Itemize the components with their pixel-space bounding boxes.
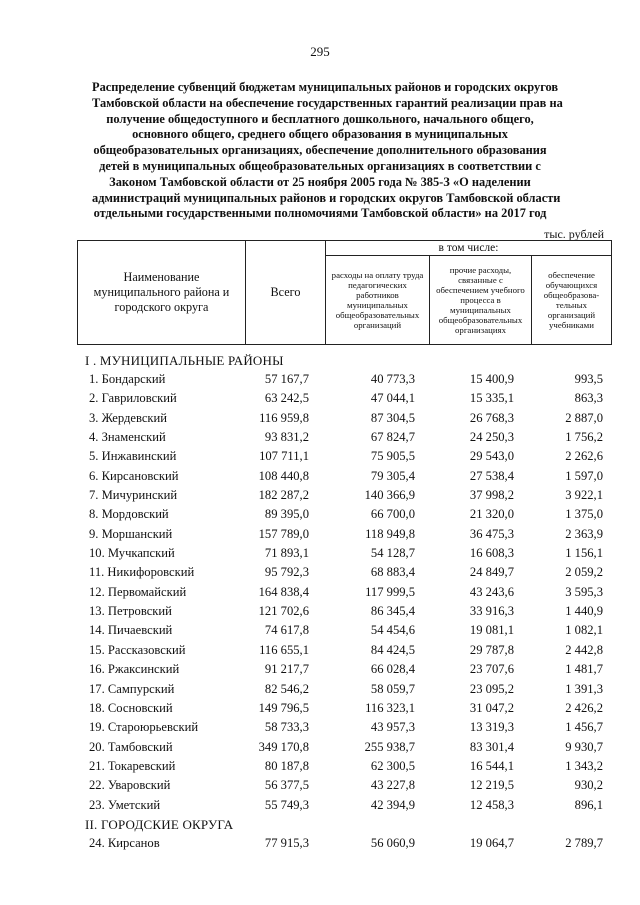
section-heading: I . МУНИЦИПАЛЬНЫЕ РАЙОНЫ (85, 353, 284, 368)
cell-total: 82 546,2 (264, 681, 309, 696)
header-name: Наименование муниципального района и городского округа (78, 241, 246, 345)
cell-col-c: 1 375,0 (565, 507, 603, 522)
cell-total: 108 440,8 (258, 468, 309, 483)
cell-name: 2. Гавриловский (89, 391, 177, 406)
cell-name: 16. Ржаксинский (89, 662, 180, 677)
title-line: Тамбовской области на обеспечение государственных гарантий реализации прав на (92, 95, 563, 110)
cell-col-c: 1 456,7 (565, 720, 603, 735)
page-number: 295 (310, 44, 330, 59)
cell-col-b: 19 081,1 (469, 623, 514, 638)
cell-total: 164 838,4 (258, 584, 309, 599)
cell-total: 95 792,3 (264, 565, 309, 580)
header-total: Всего (246, 241, 326, 345)
table-row (77, 467, 611, 486)
cell-total: 157 789,0 (258, 526, 309, 541)
cell-name: 1. Бондарский (89, 372, 166, 386)
table-row (77, 602, 611, 621)
cell-col-c: 2 262,6 (565, 449, 603, 464)
cell-col-a: 79 305,4 (370, 468, 415, 483)
title-line: общеобразовательных организациях, обеспечение дополнительного образования (93, 143, 547, 158)
cell-name: 4. Знаменский (89, 430, 166, 445)
header-col-b: прочие расходы, связанные с обеспечением учебного процесса в муниципальных общеобразовательных организациях (430, 256, 532, 345)
cell-name: 23. Уметский (89, 797, 161, 812)
header-including: в том числе: (326, 241, 612, 256)
cell-col-b: 16 544,1 (469, 758, 514, 773)
section-heading: II. ГОРОДСКИЕ ОКРУГА (85, 816, 234, 832)
cell-col-b: 15 400,9 (469, 372, 514, 386)
table-row (77, 544, 611, 563)
cell-col-b: 12 458,3 (469, 797, 514, 812)
table-row (77, 776, 611, 795)
cell-col-c: 993,5 (574, 372, 603, 386)
table-row (77, 738, 611, 757)
cell-total: 71 893,1 (264, 546, 309, 561)
cell-total: 58 733,3 (264, 720, 309, 735)
cell-col-c: 2 887,0 (565, 410, 603, 425)
cell-total: 116 959,8 (259, 410, 309, 425)
table-row (77, 660, 611, 679)
table-row (77, 428, 611, 447)
document-title (92, 80, 563, 222)
table-row (77, 621, 611, 640)
table-row (77, 447, 611, 466)
cell-col-c: 896,1 (574, 797, 603, 812)
cell-total: 93 831,2 (264, 430, 309, 445)
cell-name: 13. Петровский (89, 604, 172, 619)
cell-name: 6. Кирсановский (89, 468, 179, 483)
cell-col-b: 27 538,4 (469, 468, 514, 483)
cell-col-b: 13 319,3 (469, 720, 514, 735)
cell-col-c: 1 156,1 (565, 546, 603, 561)
cell-col-a: 62 300,5 (370, 758, 415, 773)
cell-name: 21. Токаревский (89, 758, 176, 773)
title-line: получение общедоступного и бесплатного дошкольного, начального общего, (106, 111, 534, 126)
table-row (77, 505, 611, 524)
cell-name: 24. Кирсанов (89, 835, 160, 850)
cell-total: 56 377,5 (264, 778, 309, 793)
cell-col-a: 66 700,0 (370, 507, 415, 522)
cell-col-a: 66 028,4 (370, 662, 415, 677)
title-line: отдельными государственными полномочиями Тамбовской области» на 2017 год (93, 206, 547, 221)
cell-col-a: 67 824,7 (370, 430, 415, 445)
cell-col-a: 87 304,5 (370, 410, 415, 425)
cell-total: 182 287,2 (258, 488, 309, 503)
cell-name: 12. Первомайский (89, 584, 187, 599)
table-row (77, 757, 611, 776)
cell-col-b: 24 250,3 (469, 430, 514, 445)
cell-col-c: 3 595,3 (565, 584, 603, 599)
cell-col-c: 863,3 (574, 391, 603, 406)
cell-col-c: 1 440,9 (565, 604, 603, 619)
cell-name: 15. Рассказовский (89, 642, 186, 657)
cell-col-c: 1 082,1 (565, 623, 603, 638)
title-line: Законом Тамбовской области от 25 ноября 2005 года № 385-З «О наделении (109, 174, 531, 189)
cell-total: 80 187,8 (264, 758, 309, 773)
cell-total: 63 242,5 (264, 391, 309, 406)
cell-col-b: 36 475,3 (469, 526, 514, 541)
table-row (77, 834, 611, 853)
title-line: основного общего, среднего общего образования в муниципальных (132, 127, 508, 142)
title-line: детей в муниципальных общеобразовательных организациях в соответствии с (99, 158, 541, 173)
cell-col-b: 21 320,0 (469, 507, 514, 522)
cell-col-a: 54 454,6 (370, 623, 415, 638)
cell-col-a: 140 366,9 (364, 488, 415, 503)
cell-col-c: 1 756,2 (565, 430, 603, 445)
cell-total: 349 170,8 (258, 739, 309, 754)
cell-col-c: 1 481,7 (565, 662, 603, 677)
cell-total: 57 167,7 (264, 372, 309, 386)
cell-col-b: 16 608,3 (469, 546, 514, 561)
cell-name: 22. Уваровский (89, 778, 171, 793)
cell-col-b: 29 543,0 (469, 449, 514, 464)
table-row (77, 525, 611, 544)
cell-col-a: 255 938,7 (364, 739, 415, 754)
cell-name: 18. Сосновский (89, 700, 173, 715)
cell-col-c: 9 930,7 (565, 739, 603, 754)
cell-col-a: 47 044,1 (370, 391, 415, 406)
table-row (77, 409, 611, 428)
title-line: Распределение субвенций бюджетам муниципальных районов и городских округов (92, 80, 559, 94)
cell-name: 14. Пичаевский (89, 623, 173, 638)
cell-name: 11. Никифоровский (89, 565, 195, 580)
cell-col-a: 42 394,9 (370, 797, 415, 812)
cell-col-a: 75 905,5 (370, 449, 415, 464)
cell-col-a: 68 883,4 (370, 565, 415, 580)
cell-total: 107 711,1 (259, 449, 309, 464)
cell-col-a: 43 957,3 (370, 720, 415, 735)
cell-col-c: 930,2 (574, 778, 603, 793)
cell-col-c: 1 343,2 (565, 758, 603, 773)
table-body (77, 351, 611, 853)
cell-col-b: 15 335,1 (469, 391, 514, 406)
cell-name: 17. Сампурский (89, 681, 175, 696)
cell-col-b: 31 047,2 (469, 700, 514, 715)
cell-col-a: 40 773,3 (370, 372, 415, 386)
header-col-a: расходы на оплату труда педагогических работников муниципальных общеобразовательных организаций (326, 256, 430, 345)
cell-total: 116 655,1 (259, 642, 309, 657)
cell-col-c: 2 426,2 (565, 700, 603, 715)
cell-col-c: 1 597,0 (565, 468, 603, 483)
table-row (77, 641, 611, 660)
title-line: администраций муниципальных районов и городских округов Тамбовской области (92, 190, 561, 205)
table-row (77, 680, 611, 699)
table-row (77, 718, 611, 737)
cell-col-b: 23 095,2 (469, 681, 514, 696)
cell-col-c: 1 391,3 (565, 681, 603, 696)
cell-col-b: 37 998,2 (469, 488, 514, 503)
cell-col-a: 118 949,8 (365, 526, 415, 541)
cell-name: 7. Мичуринский (89, 488, 178, 503)
cell-col-a: 117 999,5 (365, 584, 415, 599)
cell-col-b: 26 768,3 (469, 410, 514, 425)
cell-col-a: 43 227,8 (370, 778, 415, 793)
cell-col-b: 24 849,7 (469, 565, 514, 580)
cell-total: 89 395,0 (264, 507, 309, 522)
cell-col-b: 83 301,4 (469, 739, 514, 754)
cell-name: 20. Тамбовский (89, 739, 173, 754)
cell-col-b: 23 707,6 (469, 662, 514, 677)
table-row (77, 370, 611, 389)
cell-name: 8. Мордовский (89, 507, 169, 522)
table-row (77, 796, 611, 815)
units-label: тыс. рублей (544, 227, 604, 241)
cell-col-a: 58 059,7 (370, 681, 415, 696)
cell-col-c: 2 789,7 (565, 835, 603, 850)
cell-col-c: 2 059,2 (565, 565, 603, 580)
header-col-c: обеспечение обучающихся общеобразова-тельных организаций учебниками (532, 256, 612, 345)
cell-col-b: 12 219,5 (469, 778, 514, 793)
cell-col-c: 2 363,9 (565, 526, 603, 541)
cell-total: 149 796,5 (258, 700, 309, 715)
cell-col-b: 33 916,3 (469, 604, 514, 619)
table-row (77, 563, 611, 582)
cell-col-a: 86 345,4 (370, 604, 415, 619)
cell-col-b: 43 243,6 (469, 584, 514, 599)
cell-col-c: 2 442,8 (565, 642, 603, 657)
cell-name: 10. Мучкапский (89, 546, 175, 561)
table-row (77, 583, 611, 602)
cell-col-c: 3 922,1 (565, 488, 603, 503)
cell-col-a: 84 424,5 (370, 642, 415, 657)
table-header (77, 240, 612, 345)
cell-name: 19. Староюрьевский (89, 720, 199, 735)
cell-col-b: 29 787,8 (469, 642, 514, 657)
cell-total: 55 749,3 (264, 797, 309, 812)
cell-name: 3. Жердевский (89, 410, 168, 425)
cell-col-a: 116 323,1 (365, 700, 415, 715)
cell-col-a: 56 060,9 (370, 835, 415, 850)
table-row (77, 389, 611, 408)
cell-col-b: 19 064,7 (469, 835, 514, 850)
cell-total: 77 915,3 (264, 835, 309, 850)
cell-total: 74 617,8 (264, 623, 309, 638)
cell-total: 91 217,7 (264, 662, 309, 677)
table-row (77, 486, 611, 505)
cell-name: 9. Моршанский (89, 526, 173, 541)
cell-total: 121 702,6 (258, 604, 309, 619)
cell-name: 5. Инжавинский (89, 449, 177, 464)
cell-col-a: 54 128,7 (370, 546, 415, 561)
table-row (77, 699, 611, 718)
